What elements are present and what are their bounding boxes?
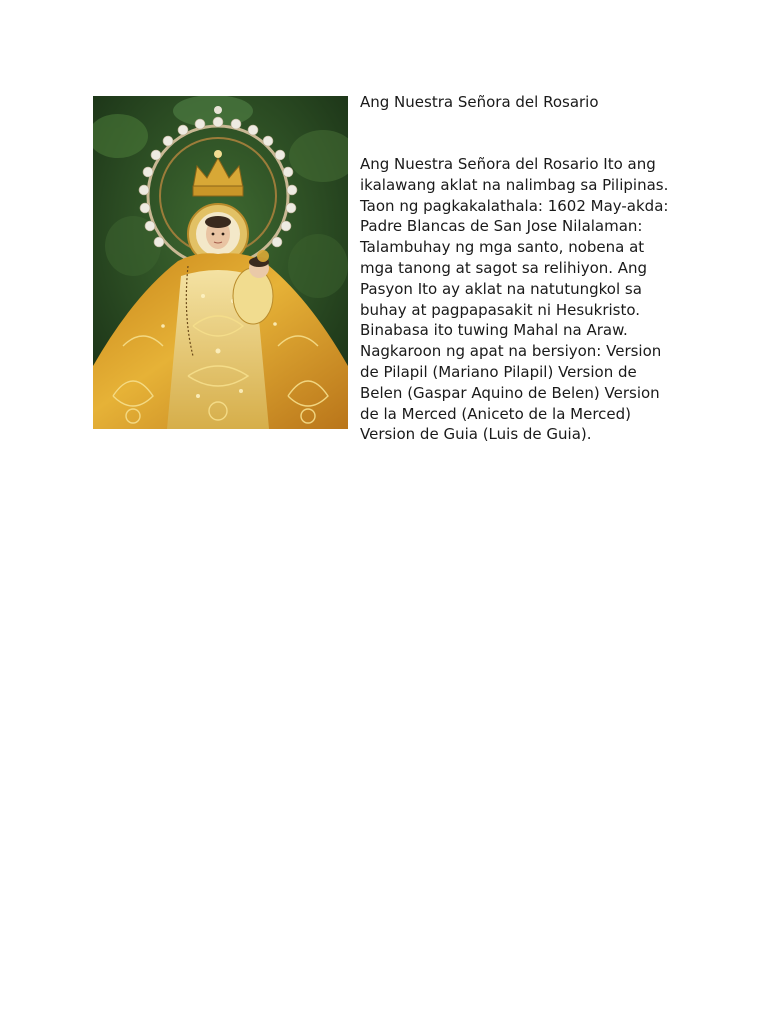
- document-title: Ang Nuestra Señora del Rosario: [360, 93, 599, 111]
- statue-image: [93, 96, 348, 429]
- virgin-and-child-statue-illustration: [93, 96, 348, 429]
- document-body: Ang Nuestra Señora del Rosario Ito ang ikalawang aklat na nalimbag sa Pilipinas. Taon ng pagkakalathala: 1602 May-akda: Padre Blancas de San Jose Nilalaman: Talambuhay ng mga santo, nobena at mga tanong at sagot sa relihiyon. Ang Pasyon Ito ay aklat na natutungkol sa buhay at pagpapasakit ni Hesukristo. Binabasa ito tuwing Mahal na Araw. Nagkaroon ng apat na bersiyon: Version de Pilapil (Mariano Pilapil) Version de Belen (Gaspar Aquino de Belen) Version de la Merced (Aniceto de la Merced) Version de Guia (Luis de Guia).: [360, 155, 669, 444]
